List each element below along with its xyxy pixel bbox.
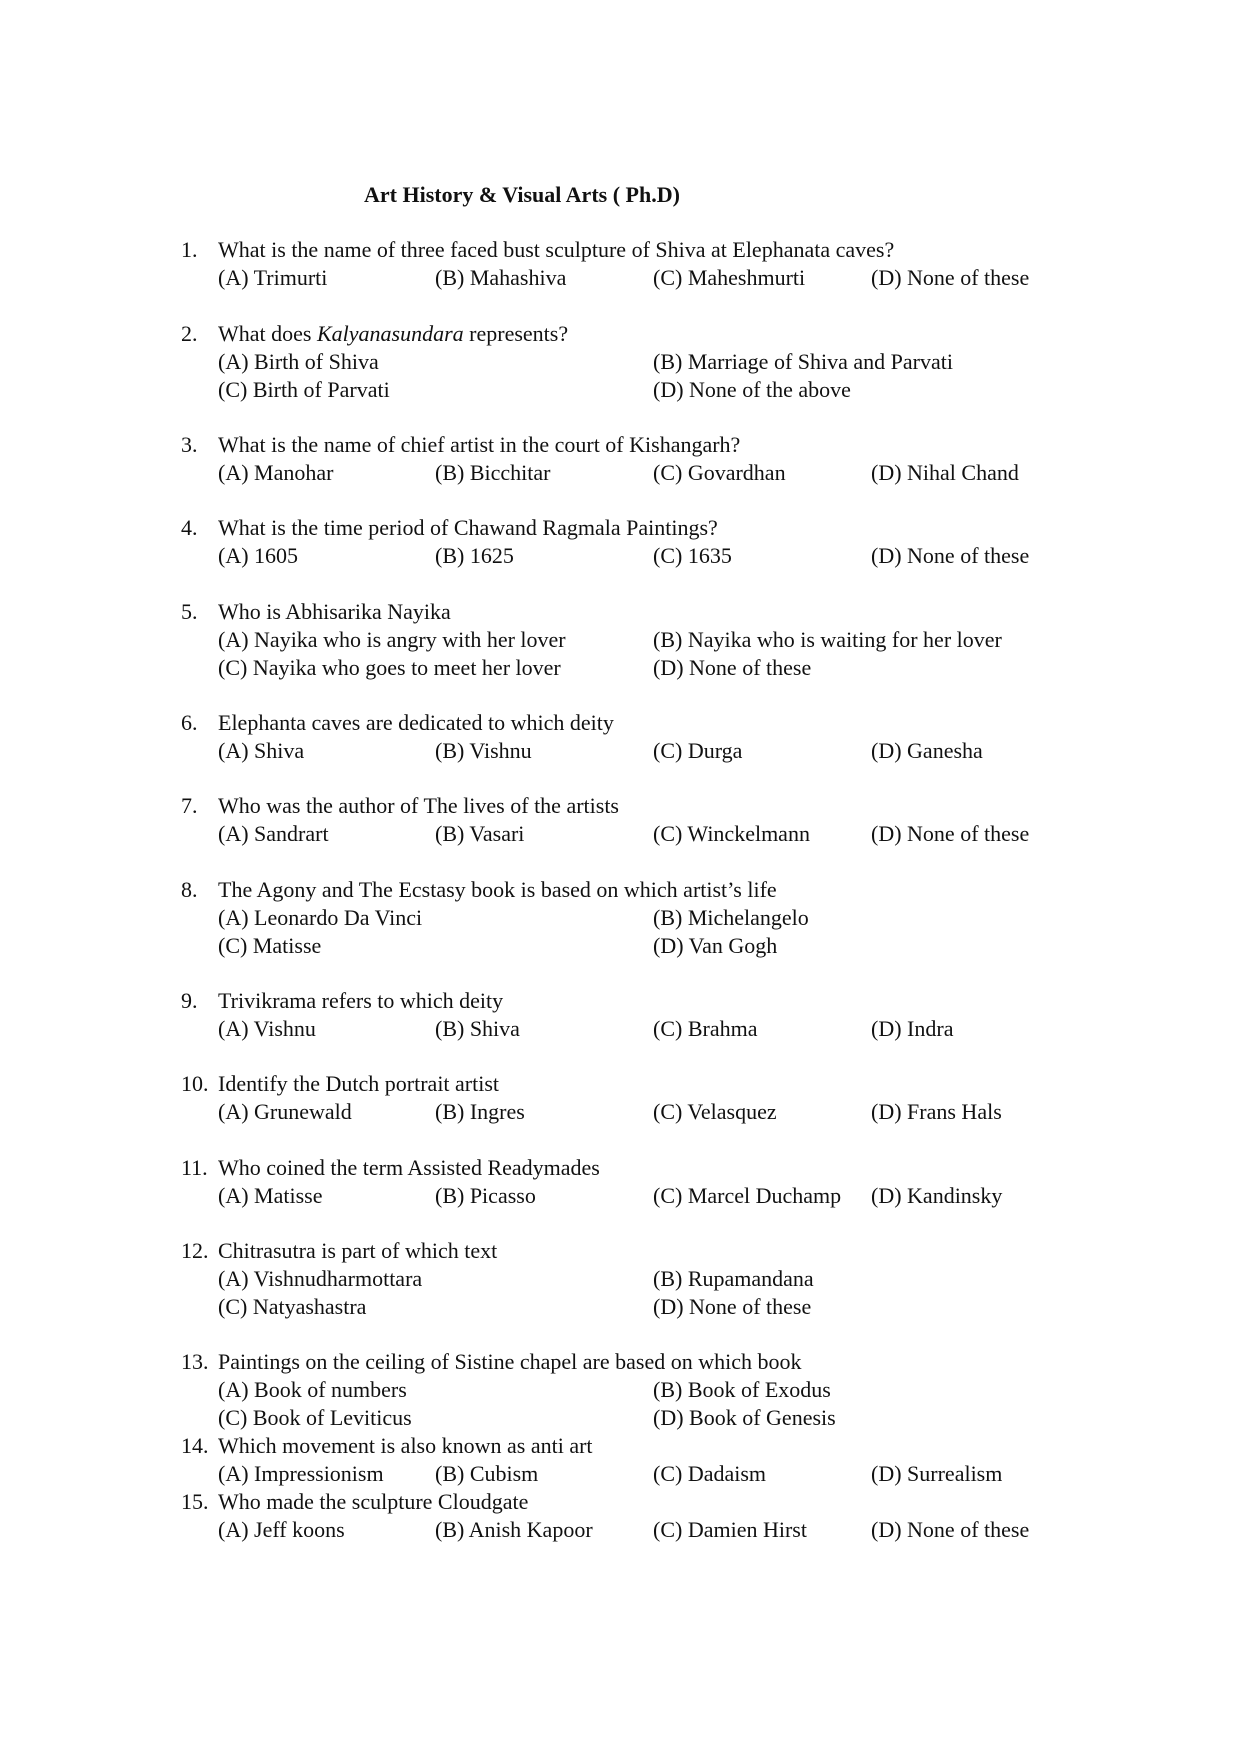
option-a: (A) Book of numbers [218,1377,407,1402]
option-b: (B) Marriage of Shiva and Parvati [653,349,953,374]
option-b: (B) 1625 [435,543,514,568]
question-text-start: What does [218,321,317,346]
option-c: (C) Durga [653,738,743,763]
question-1 [181,236,1081,292]
question-number: 4. [181,515,198,540]
question-8 [181,876,1081,960]
question-11 [181,1154,1081,1210]
option-a: (A) Sandrart [218,821,329,846]
option-b: (B) Rupamandana [653,1266,814,1291]
option-c: (C) Maheshmurti [653,265,806,290]
option-d: (D) Ganesha [871,738,983,763]
option-d: (D) Kandinsky [871,1183,1003,1208]
question-13 [181,1348,1081,1432]
option-b: (B) Vasari [435,821,525,846]
option-c: (C) Damien Hirst [653,1517,807,1542]
option-b: (B) Cubism [435,1461,539,1486]
question-2 [181,320,1081,404]
question-text: Who coined the term Assisted Readymades [218,1155,600,1180]
question-text: What is the time period of Chawand Ragmala Paintings? [218,515,718,540]
question-text: Elephanta caves are dedicated to which deity [218,710,614,735]
option-c: (C) Dadaism [653,1461,767,1486]
option-b: (B) Mahashiva [435,265,567,290]
option-a: (A) Vishnudharmottara [218,1266,423,1291]
question-text: Which movement is also known as anti art [218,1433,593,1458]
question-text: Chitrasutra is part of which text [218,1238,498,1263]
option-c: (C) Nayika who goes to meet her lover [218,655,561,680]
option-a: (A) Manohar [218,460,334,485]
question-text-end: represents? [463,321,569,346]
question-9 [181,987,1081,1043]
option-d: (D) None of these [871,1517,1030,1542]
question-12 [181,1237,1081,1321]
question-number: 9. [181,988,198,1013]
question-number: 15. [181,1489,209,1514]
option-a: (A) Birth of Shiva [218,349,379,374]
question-15 [181,1488,1081,1544]
question-text: Paintings on the ceiling of Sistine chapel are based on which book [218,1349,802,1374]
question-text: Trivikrama refers to which deity [218,988,504,1013]
question-number: 11. [181,1155,208,1180]
question-number: 14. [181,1433,209,1458]
option-c: (C) 1635 [653,543,732,568]
question-number: 1. [181,237,198,262]
option-b: (B) Nayika who is waiting for her lover [653,627,1002,652]
question-number: 2. [181,321,198,346]
question-text-italic-term: Kalyanasundara [316,321,464,346]
option-c: (C) Book of Leviticus [218,1405,412,1430]
option-a: (A) 1605 [218,543,299,568]
option-c: (C) Govardhan [653,460,786,485]
option-c: (C) Marcel Duchamp [653,1183,842,1208]
page-title: Art History & Visual Arts ( Ph.D) [364,182,680,207]
option-b: (B) Michelangelo [653,905,809,930]
option-b: (B) Shiva [435,1016,520,1041]
option-d: (D) None of these [871,543,1030,568]
question-number: 7. [181,793,198,818]
option-b: (B) Anish Kapoor [435,1517,593,1542]
question-text [218,320,568,348]
question-number: 3. [181,432,198,457]
question-number: 13. [181,1349,209,1374]
option-a: (A) Matisse [218,1183,323,1208]
option-c: (C) Natyashastra [218,1294,367,1319]
question-5 [181,598,1081,682]
option-d: (D) Frans Hals [871,1099,1002,1124]
option-b: (B) Bicchitar [435,460,551,485]
option-d: (D) Book of Genesis [653,1405,836,1430]
option-d: (D) None of these [653,1294,812,1319]
option-b: (B) Vishnu [435,738,532,763]
question-text: Who is Abhisarika Nayika [218,599,451,624]
option-d: (D) Van Gogh [653,933,778,958]
option-a: (A) Trimurti [218,265,328,290]
option-a: (A) Jeff koons [218,1517,345,1542]
question-text: Who was the author of The lives of the artists [218,793,619,818]
question-number: 10. [181,1071,209,1096]
option-c: (C) Velasquez [653,1099,777,1124]
option-d: (D) Nihal Chand [871,460,1019,485]
question-10 [181,1070,1081,1126]
option-b: (B) Book of Exodus [653,1377,831,1402]
question-number: 6. [181,710,198,735]
question-text: What is the name of chief artist in the court of Kishangarh? [218,432,741,457]
option-d: (D) None of these [871,821,1030,846]
question-text: The Agony and The Ecstasy book is based on which artist’s life [218,877,777,902]
option-c: (C) Birth of Parvati [218,377,390,402]
question-14 [181,1432,1081,1488]
option-c: (C) Matisse [218,933,322,958]
question-number: 8. [181,877,198,902]
option-d: (D) None of these [653,655,812,680]
option-b: (B) Ingres [435,1099,525,1124]
option-c: (C) Brahma [653,1016,758,1041]
option-a: (A) Leonardo Da Vinci [218,905,423,930]
question-number: 5. [181,599,198,624]
option-d: (D) None of the above [653,377,851,402]
question-text: What is the name of three faced bust sculpture of Shiva at Elephanata caves? [218,237,895,262]
option-a: (A) Shiva [218,738,305,763]
option-a: (A) Grunewald [218,1099,352,1124]
question-6 [181,709,1081,765]
question-3 [181,431,1081,487]
option-a: (A) Impressionism [218,1461,384,1486]
option-b: (B) Picasso [435,1183,536,1208]
option-c: (C) Winckelmann [653,821,810,846]
question-text: Who made the sculpture Cloudgate [218,1489,529,1514]
option-d: (D) None of these [871,265,1030,290]
option-a: (A) Nayika who is angry with her lover [218,627,566,652]
question-4 [181,514,1081,570]
option-d: (D) Indra [871,1016,954,1041]
question-number: 12. [181,1238,209,1263]
question-text: Identify the Dutch portrait artist [218,1071,500,1096]
question-7 [181,792,1081,848]
option-d: (D) Surrealism [871,1461,1003,1486]
option-a: (A) Vishnu [218,1016,316,1041]
